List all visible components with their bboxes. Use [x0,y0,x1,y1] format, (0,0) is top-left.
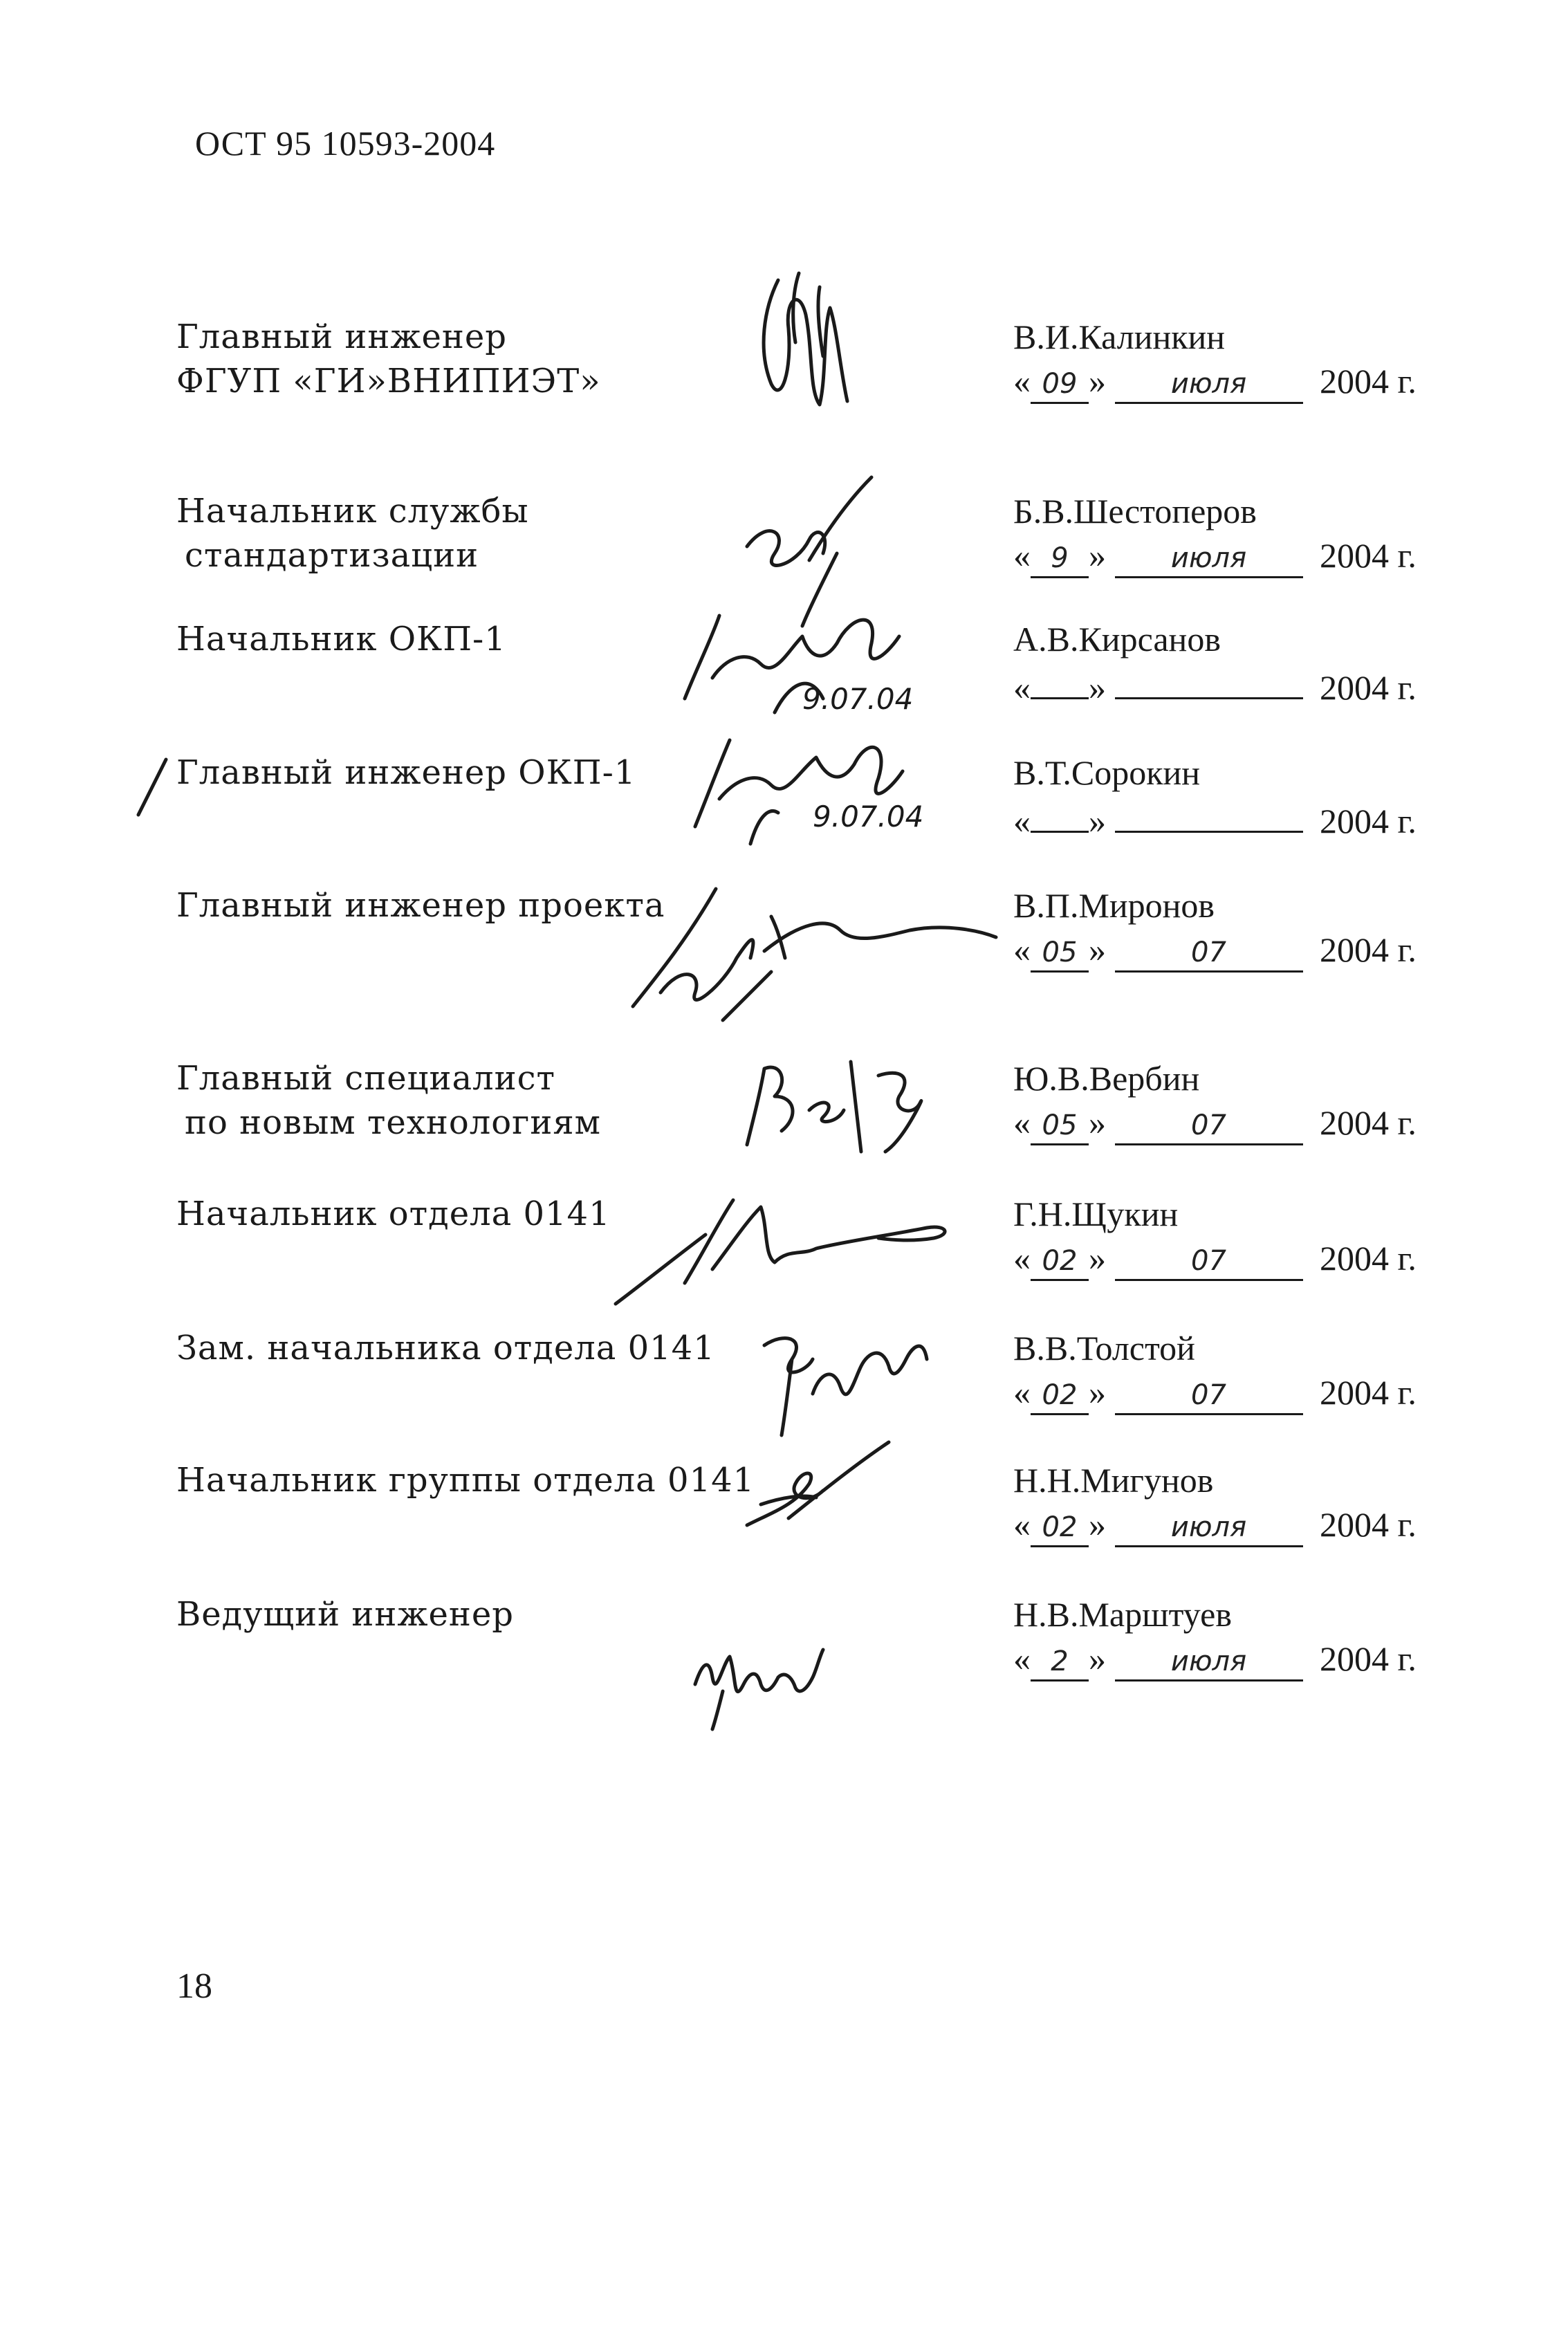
date-year: 2004 г. [1320,536,1417,575]
signature-mironov [619,868,1006,1027]
signer-name: Ю.В.Вербин [1013,1059,1200,1098]
quote-open: « [1013,1373,1031,1412]
date-month [1115,661,1303,699]
date-month: 07 [1115,1377,1303,1415]
signer-name: В.Т.Сорокин [1013,753,1201,792]
approval-date [1013,533,1417,578]
quote-close: » [1089,1505,1106,1544]
date-day [1031,795,1089,833]
date-day: 02 [1031,1509,1089,1547]
checkmark-slash [131,753,173,822]
approval-date [1013,1370,1417,1415]
signature-kirsanov [671,595,996,719]
quote-open: « [1013,1239,1031,1278]
date-month: 07 [1115,1243,1303,1281]
quote-close: » [1089,362,1106,400]
quote-open: « [1013,536,1031,575]
quote-close: » [1089,1239,1106,1278]
date-day: 09 [1031,366,1089,404]
date-year: 2004 г. [1320,1373,1417,1412]
position-title-line: стандартизации [185,536,479,575]
date-year: 2004 г. [1320,668,1417,707]
approval-date [1013,359,1417,404]
signature-shchukin [602,1179,961,1318]
date-year: 2004 г. [1320,1103,1417,1142]
signature-note: 9.07.04 [802,682,914,716]
quote-close: » [1089,536,1106,575]
date-month: июля [1115,1643,1303,1682]
position-title [176,1592,514,1637]
date-year: 2004 г. [1320,362,1417,400]
position-title-line: Начальник ОКП-1 [176,620,506,658]
date-year: 2004 г. [1320,1639,1417,1678]
position-title [176,883,665,928]
position-title [176,617,506,661]
position-title-line: Начальник группы отдела 0141 [176,1461,755,1500]
date-month: 07 [1115,1107,1303,1145]
date-day: 02 [1031,1243,1089,1281]
position-title [176,1326,715,1370]
signature-kalinkin [750,266,868,432]
approval-date [1013,795,1417,843]
approval-date [1013,928,1417,973]
date-month: 07 [1115,934,1303,973]
position-title-line: Ведущий инженер [176,1595,515,1634]
quote-close: » [1089,930,1106,969]
position-title [176,1056,601,1145]
signature-sorokin [681,723,986,847]
position-title [176,315,601,403]
quote-open: « [1013,668,1031,707]
quote-open: « [1013,362,1031,400]
date-day: 05 [1031,934,1089,973]
position-title [176,1192,611,1236]
signature-verbin [733,1048,954,1159]
signer-name: Н.В.Марштуев [1013,1595,1232,1634]
date-day: 2 [1031,1643,1089,1682]
quote-close: » [1089,668,1106,707]
quote-open: « [1013,1639,1031,1678]
signer-name: В.И.Калинкин [1013,317,1226,356]
quote-open: « [1013,1103,1031,1142]
signer-name: В.П.Миронов [1013,886,1215,925]
quote-close: » [1089,1373,1106,1412]
approval-date [1013,1502,1417,1547]
position-title [176,1458,755,1502]
quote-close: » [1089,1103,1106,1142]
position-title [176,489,529,578]
quote-open: « [1013,802,1031,840]
date-month: июля [1115,1509,1303,1547]
signature-tolstoy [750,1318,937,1442]
page-number: 18 [176,1966,212,2006]
date-year: 2004 г. [1320,802,1417,840]
position-title-line: по новым технологиям [185,1103,601,1142]
signer-name: А.В.Кирсанов [1013,620,1221,658]
date-month [1115,795,1303,833]
signer-name: Н.Н.Мигунов [1013,1461,1214,1500]
position-title [176,750,636,795]
date-day: 05 [1031,1107,1089,1145]
signer-name: В.В.Толстой [1013,1329,1195,1367]
quote-open: « [1013,1505,1031,1544]
date-day [1031,661,1089,699]
signer-name: Г.Н.Щукин [1013,1195,1179,1233]
signature-marshtuev [681,1629,847,1733]
signer-name: Б.В.Шестоперов [1013,492,1257,531]
approval-date [1013,661,1417,710]
document-code: ОСТ 95 10593-2004 [195,124,496,163]
position-title-line: Главный инженер ОКП-1 [176,753,636,792]
position-title-line: Зам. начальника отдела 0141 [176,1329,715,1367]
quote-close: » [1089,802,1106,840]
position-title-line: Начальник отдела 0141 [176,1195,611,1233]
date-year: 2004 г. [1320,1239,1417,1278]
position-title-line: Главный инженер [176,317,508,356]
date-day: 9 [1031,540,1089,578]
date-year: 2004 г. [1320,1505,1417,1544]
quote-open: « [1013,930,1031,969]
approval-date [1013,1637,1417,1682]
signature-migunov [733,1428,899,1539]
position-title-line: Главный инженер проекта [176,886,665,925]
date-month: июля [1115,366,1303,404]
date-month: июля [1115,540,1303,578]
quote-close: » [1089,1639,1106,1678]
signature-note: 9.07.04 [813,800,924,833]
approval-date [1013,1236,1417,1281]
date-year: 2004 г. [1320,930,1417,969]
approval-date [1013,1100,1417,1145]
position-title-line: ФГУП «ГИ»ВНИПИЭТ» [176,362,601,400]
position-title-line: Начальник службы [176,492,529,531]
position-title-line: Главный специалист [176,1059,556,1098]
date-day: 02 [1031,1377,1089,1415]
